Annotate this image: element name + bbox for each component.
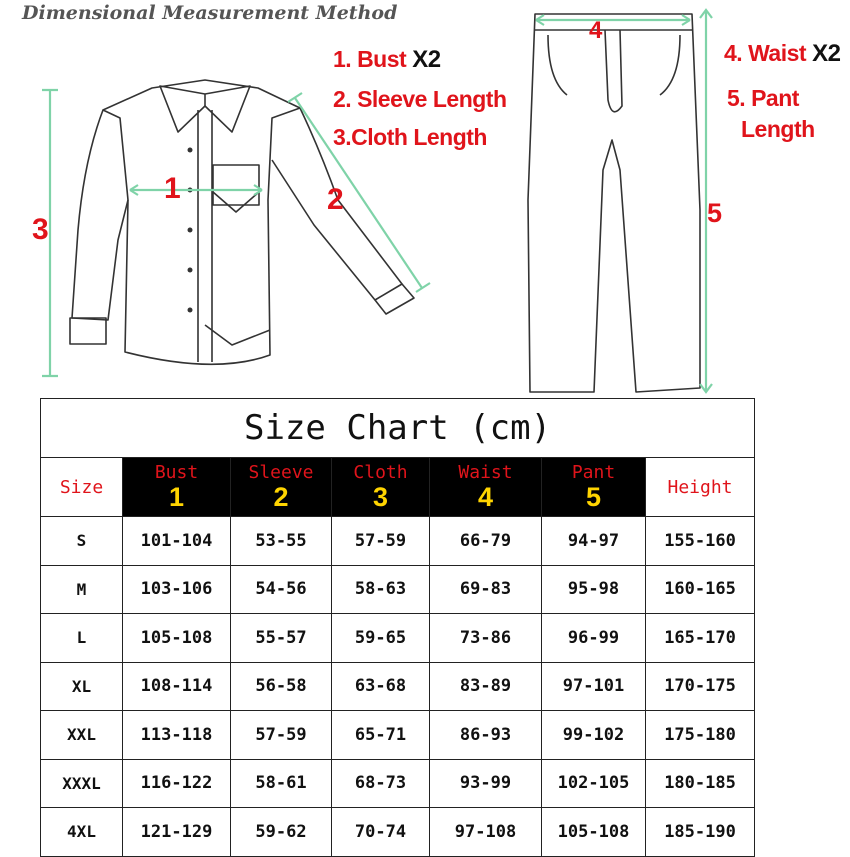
table-row (41, 565, 755, 614)
header-size: Size (41, 458, 123, 517)
cell-bust: 105-108 (123, 614, 231, 663)
header-cloth: Cloth 3 (332, 458, 430, 517)
size-chart-header (41, 458, 755, 517)
legend-waist-multiplier: X2 (812, 40, 841, 67)
cell-size: M (41, 565, 123, 614)
shirt-collar (160, 86, 250, 132)
cell-sleeve: 54-56 (231, 565, 332, 614)
cell-waist: 86-93 (430, 711, 542, 760)
pants-outline (528, 14, 700, 392)
cell-size: XXL (41, 711, 123, 760)
header-bust: Bust 1 (123, 458, 231, 517)
marker-4: 4 (589, 17, 603, 44)
cell-height: 160-165 (646, 565, 755, 614)
legend-pant: 5. Pant (727, 85, 799, 111)
cell-waist: 69-83 (430, 565, 542, 614)
table-row (41, 662, 755, 711)
cell-cloth: 65-71 (332, 711, 430, 760)
cell-height: 180-185 (646, 759, 755, 808)
legend-waist: 4. Waist X2 (724, 40, 841, 67)
cell-waist: 97-108 (430, 808, 542, 857)
marker-2: 2 (327, 183, 344, 216)
cell-sleeve: 57-59 (231, 711, 332, 760)
cell-pant: 94-97 (542, 517, 646, 566)
cell-waist: 83-89 (430, 662, 542, 711)
cell-size: 4XL (41, 808, 123, 857)
cell-bust: 113-118 (123, 711, 231, 760)
legend-cloth: 3.Cloth Length (333, 124, 487, 150)
cell-bust: 103-106 (123, 565, 231, 614)
cell-waist: 73-86 (430, 614, 542, 663)
cell-pant: 102-105 (542, 759, 646, 808)
cell-sleeve: 58-61 (231, 759, 332, 808)
page-title: Dimensional Measurement Method (22, 2, 398, 24)
cell-height: 155-160 (646, 517, 755, 566)
cell-sleeve: 55-57 (231, 614, 332, 663)
table-row (41, 517, 755, 566)
legend-sleeve: 2. Sleeve Length (333, 86, 507, 112)
legend-bust-multiplier: X2 (412, 46, 441, 73)
cell-height: 185-190 (646, 808, 755, 857)
marker-3: 3 (32, 213, 49, 246)
cell-cloth: 70-74 (332, 808, 430, 857)
legend-bust: 1. Bust X2 (333, 46, 441, 73)
cell-cloth: 68-73 (332, 759, 430, 808)
cell-height: 175-180 (646, 711, 755, 760)
legend-pant-length: Length (741, 116, 815, 142)
marker-5: 5 (707, 198, 723, 228)
cell-bust: 108-114 (123, 662, 231, 711)
cell-pant: 99-102 (542, 711, 646, 760)
cell-height: 170-175 (646, 662, 755, 711)
cell-pant: 96-99 (542, 614, 646, 663)
cell-bust: 116-122 (123, 759, 231, 808)
cell-pant: 97-101 (542, 662, 646, 711)
cell-size: XL (41, 662, 123, 711)
cell-bust: 101-104 (123, 517, 231, 566)
marker-1: 1 (164, 172, 181, 205)
shirt-outline (103, 80, 300, 364)
cell-cloth: 63-68 (332, 662, 430, 711)
cell-pant: 95-98 (542, 565, 646, 614)
shirt-left-sleeve (72, 110, 128, 320)
cell-cloth: 59-65 (332, 614, 430, 663)
cell-cloth: 58-63 (332, 565, 430, 614)
table-row (41, 808, 755, 857)
table-row (41, 711, 755, 760)
cell-pant: 105-108 (542, 808, 646, 857)
cell-sleeve: 56-58 (231, 662, 332, 711)
size-chart-table (40, 398, 755, 857)
header-height: Height (646, 458, 755, 517)
header-waist: Waist 4 (430, 458, 542, 517)
size-chart-title: Size Chart (cm) (41, 399, 755, 458)
table-row (41, 759, 755, 808)
table-row (41, 614, 755, 663)
cell-size: L (41, 614, 123, 663)
cell-waist: 66-79 (430, 517, 542, 566)
header-sleeve: Sleeve 2 (231, 458, 332, 517)
cell-sleeve: 53-55 (231, 517, 332, 566)
cell-waist: 93-99 (430, 759, 542, 808)
header-pant: Pant 5 (542, 458, 646, 517)
cell-size: S (41, 517, 123, 566)
cell-bust: 121-129 (123, 808, 231, 857)
cell-height: 165-170 (646, 614, 755, 663)
cell-sleeve: 59-62 (231, 808, 332, 857)
cell-size: XXXL (41, 759, 123, 808)
cell-cloth: 57-59 (332, 517, 430, 566)
